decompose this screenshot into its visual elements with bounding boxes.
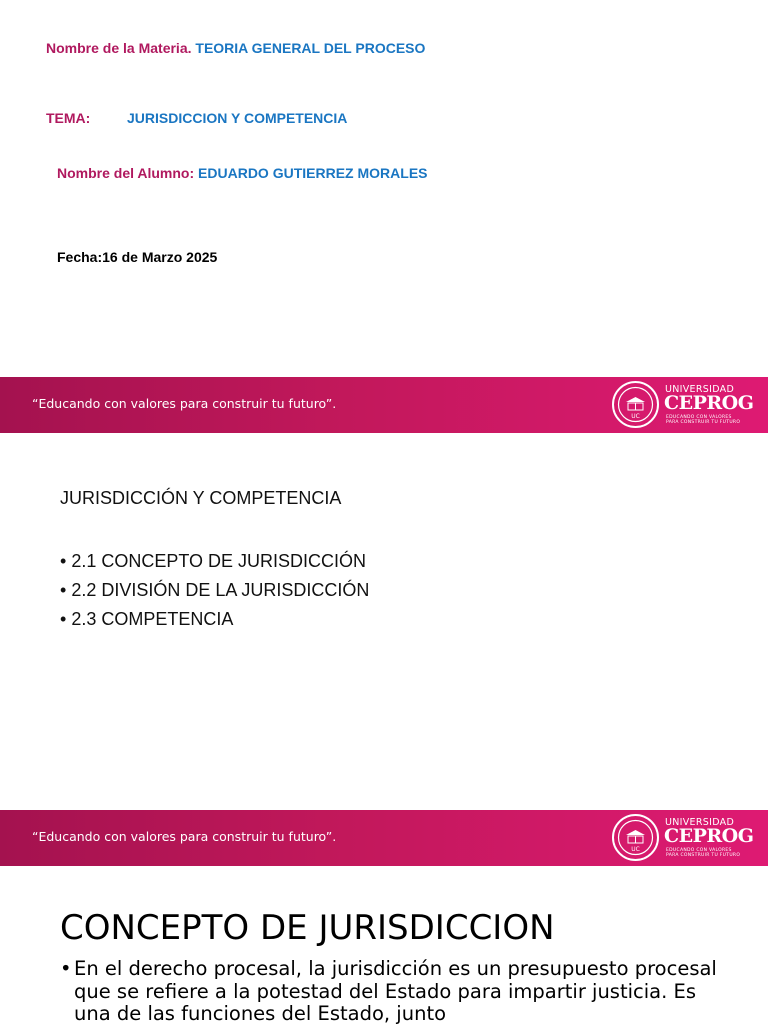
svg-text:UC: UC (631, 846, 640, 853)
concept-bullet (60, 958, 720, 1024)
bullet-icon: • (60, 551, 67, 571)
alumno-value: EDUARDO GUTIERREZ MORALES (198, 165, 428, 181)
university-seal-icon (612, 381, 659, 428)
materia-label: Nombre de la Materia. (46, 40, 192, 56)
bullet-icon: • (60, 580, 67, 600)
tema-line (46, 110, 90, 126)
fecha-line: Fecha:16 de Marzo 2025 (57, 249, 218, 265)
outline-item-text: 2.3 COMPETENCIA (71, 609, 234, 629)
brand-name: CEPROG (664, 392, 754, 414)
outline-item (60, 579, 369, 608)
tema-value-wrap (127, 110, 347, 126)
bullet-icon: • (60, 609, 67, 629)
outline-item-text: 2.2 DIVISIÓN DE LA JURISDICCIÓN (71, 580, 370, 600)
outline-slide (0, 433, 768, 810)
tema-value: JURISDICCION Y COMPETENCIA (127, 110, 348, 126)
tema-label: TEMA: (46, 110, 91, 126)
concept-body: En el derecho procesal, la jurisdicción es un presupuesto procesal que se refiere a la potestad del Estado para impartir justicia. Es una de las funciones del Estado, junto (74, 957, 717, 1024)
svg-text:UC: UC (631, 413, 640, 420)
materia-line (46, 40, 425, 56)
bullet-icon: • (60, 957, 72, 980)
outline-list (60, 550, 369, 637)
slogan: “Educando con valores para construir tu futuro”. (32, 396, 337, 411)
brand-tagline-1: EDUCANDO CON VALORES (666, 415, 732, 420)
outline-item (60, 550, 369, 579)
university-seal-icon (612, 814, 659, 861)
alumno-line (57, 165, 428, 181)
brand-tagline-2: PARA CONSTRUIR TU FUTURO (666, 420, 741, 425)
outline-title: JURISDICCIÓN Y COMPETENCIA (60, 488, 342, 508)
footer-banner (0, 377, 768, 433)
brand-name: CEPROG (664, 825, 754, 847)
outline-item (60, 608, 369, 637)
slogan: “Educando con valores para construir tu futuro”. (32, 829, 337, 844)
brand-tagline-1: EDUCANDO CON VALORES (666, 848, 732, 853)
concept-slide (0, 866, 768, 1024)
materia-value: TEORIA GENERAL DEL PROCESO (195, 40, 426, 56)
outline-item-text: 2.1 CONCEPTO DE JURISDICCIÓN (71, 551, 367, 571)
concept-title: CONCEPTO DE JURISDICCION (60, 908, 555, 948)
university-label: UNIVERSIDAD (665, 817, 735, 828)
alumno-label: Nombre del Alumno: (57, 165, 195, 181)
footer-banner (0, 810, 768, 866)
university-label: UNIVERSIDAD (665, 384, 735, 395)
cover-slide (0, 0, 768, 377)
brand-tagline-2: PARA CONSTRUIR TU FUTURO (666, 853, 741, 858)
